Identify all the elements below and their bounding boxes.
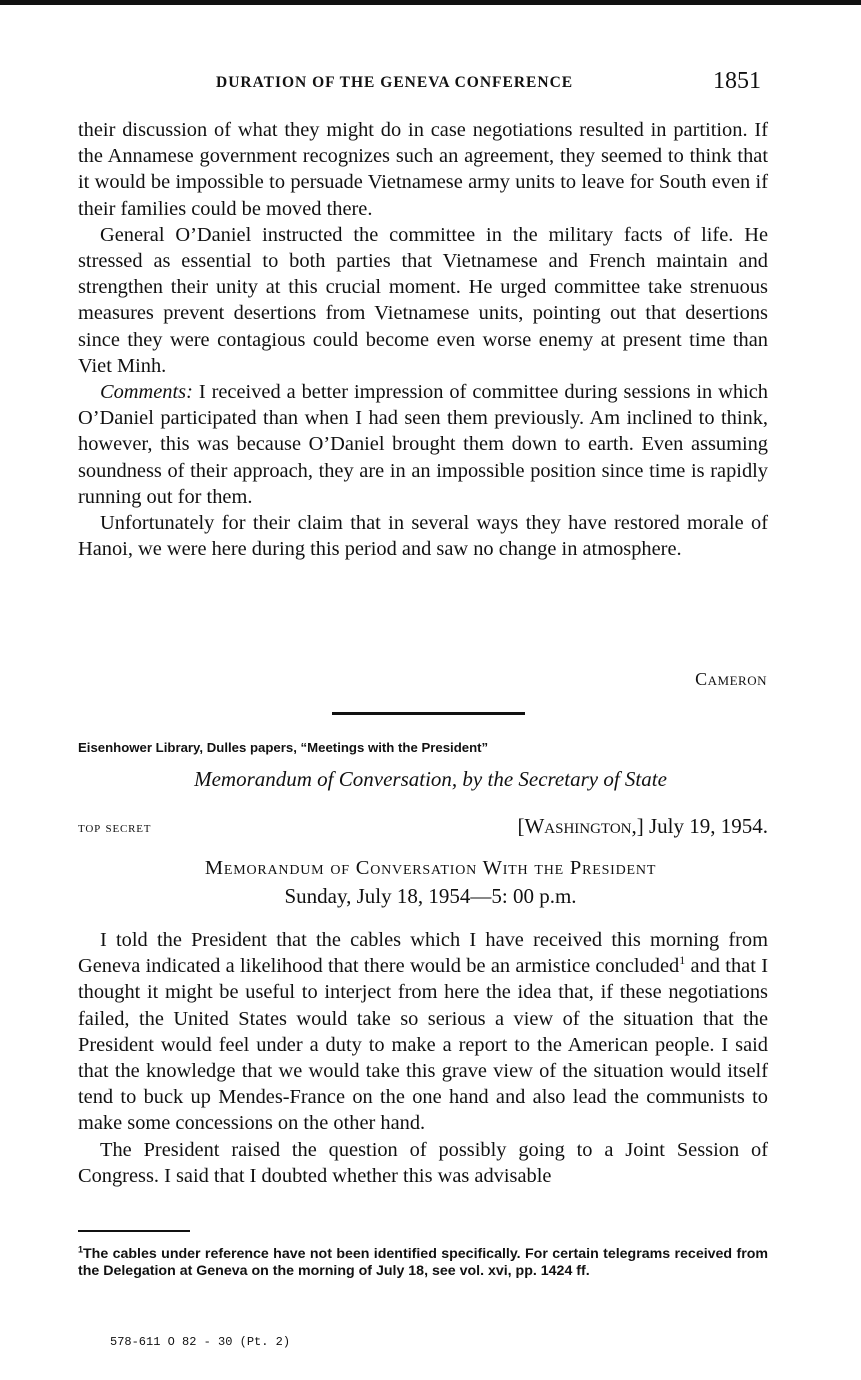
comments-label: Comments:	[100, 381, 193, 404]
memo-heading: Memorandum of Conversation With the President	[204, 857, 657, 879]
letter-paragraph-1: their discussion of what they might do in case negotiations resulted in partition. If the Annamese government recognizes such an agreement, they seemed to think that it would be impossible to persuade Vietnamese army units to leave for South even if their families could be moved there.	[78, 119, 768, 220]
signature: Cameron	[695, 669, 767, 689]
page-number: 1851	[713, 68, 761, 94]
print-code: 578-611 O 82 - 30 (Pt. 2)	[110, 1335, 291, 1349]
comments-text: I received a better impression of committee during sessions in which O’Daniel participated than when I had seen them previously. Am inclined to think, however, this was because O’Daniel brought them down to earth. Even assuming soundness of their approach, they are in an impossible position since time is rapidly running out for them.	[78, 381, 768, 508]
running-title: DURATION OF THE GENEVA CONFERENCE	[216, 74, 574, 91]
letter-paragraph-2: General O’Daniel instructed the committee in the military facts of life. He stressed as essential to both parties that Vietnamese and French maintain and strengthen their unity at this crucial moment. He urged committee take strenuous measures prevent desertions from Vietnamese units, pointing out that desertions since they were contagious could become even worse enemy at present time than Viet Minh.	[78, 223, 768, 377]
dateline-place: [Washington,]	[517, 814, 644, 838]
letter-body	[78, 117, 768, 562]
footnote-marker: 1	[78, 1244, 84, 1255]
footnote	[78, 1246, 768, 1280]
footnote-ref[interactable]: 1	[679, 953, 686, 968]
letter-paragraph-4: Unfortunately for their claim that in several ways they have restored morale of Hanoi, we were here during this period and saw no change in atmosphere.	[78, 512, 768, 561]
dateline-date: July 19, 1954.	[643, 814, 768, 838]
source-note: Eisenhower Library, Dulles papers, “Meetings with the President”	[78, 740, 489, 755]
memo-paragraph-1-start: I told the President that the cables which I have received this morning from Geneva indicated a likelihood that there would be an armistice concluded	[78, 929, 768, 978]
memo-paragraph-1-end: and that I thought it might be useful to interject from here the idea that, if these negotiations failed, the United States would take so serious a view of the situation that the President would feel under a duty to make a report to the American people. I said that the knowledge that we would take this grave view of the situation would itself tend to buck up Mendes-France on the one hand and also lead the communists to make some concessions on the other hand.	[78, 955, 768, 1135]
footnote-rule	[78, 1230, 190, 1232]
document-title: Memorandum of Conversation, by the Secretary of State	[194, 767, 667, 791]
footnote-text: The cables under reference have not been identified specifically. For certain telegrams received from the Delegation at Geneva on the morning of July 18, see vol. xvi, pp. 1424 ff.	[78, 1246, 768, 1279]
memo-paragraph-1	[78, 927, 768, 1137]
section-divider	[332, 712, 525, 715]
dateline	[430, 814, 768, 839]
classification: top secret	[78, 820, 152, 836]
top-border	[0, 0, 861, 5]
memo-paragraph-2: The President raised the question of possibly going to a Joint Session of Congress. I said that I doubted whether this was advisable	[78, 1138, 768, 1187]
memo-body	[78, 927, 768, 1189]
memo-date: Sunday, July 18, 1954—5: 00 p.m.	[284, 884, 577, 908]
comments-paragraph	[78, 379, 768, 510]
